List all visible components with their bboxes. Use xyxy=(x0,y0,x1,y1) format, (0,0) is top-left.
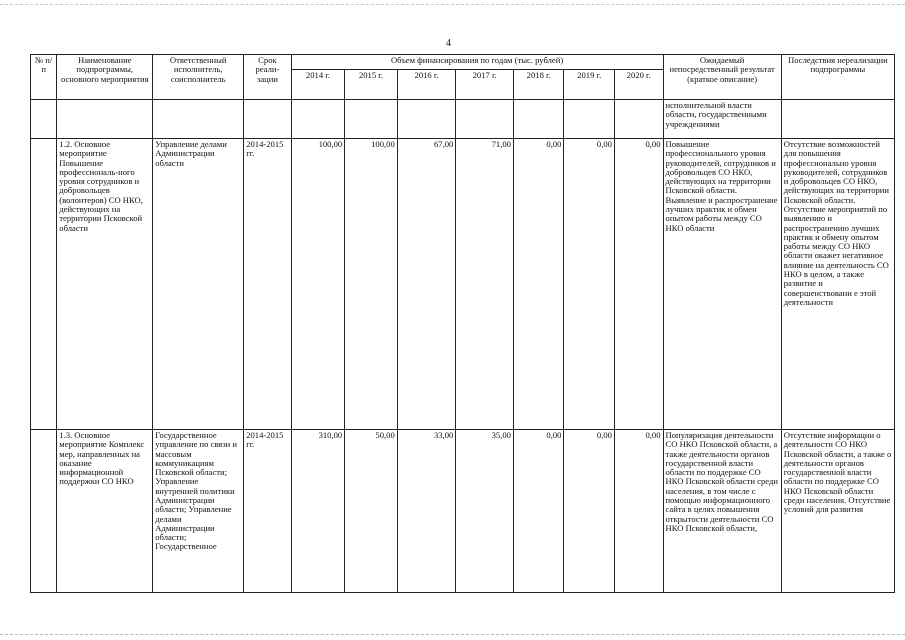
scan-top-edge xyxy=(0,4,905,5)
cell-value: 67,00 xyxy=(397,139,456,430)
table-row xyxy=(31,139,895,430)
col-header-name: Наименование подпрограммы, основного мероприятия xyxy=(57,55,153,100)
year-header: 2016 г. xyxy=(397,70,456,100)
col-header-funding: Объем финансирования по годам (тыс. рублей) xyxy=(291,55,663,70)
col-header-consequences: Последствия нереализации подпрограммы xyxy=(781,55,894,100)
table-row xyxy=(31,100,895,139)
cell-name xyxy=(57,100,153,139)
table-row xyxy=(31,430,895,593)
cell-value: 33,00 xyxy=(397,430,456,593)
cell-consequences: Отсутствие возможностей для повышения профессионально уровня руководителей, сотрудников и добровольцев СО НКО, действующих на территории Псковской области. Отсутствие мероприятий по выявлению и распространению лучших практик и обмену опытом работы между СО НКО области окажет негативное влияние на деятельность СО НКО в целом, а также развитие и совершенствовани е этой деятельности xyxy=(781,139,894,430)
cell-term xyxy=(244,100,291,139)
cell-value xyxy=(564,100,615,139)
funding-table xyxy=(30,54,895,593)
cell-consequences xyxy=(781,100,894,139)
year-header: 2018 г. xyxy=(513,70,564,100)
cell-value xyxy=(456,100,514,139)
cell-executor: Управление делами Администрации области xyxy=(153,139,244,430)
cell-value: 0,00 xyxy=(564,430,615,593)
col-header-term: Срок реали-зации xyxy=(244,55,291,100)
cell-num xyxy=(31,430,57,593)
cell-name: 1.2. Основное мероприятие Повышение профессиональ-ного уровня сотрудников и добровольцев (волонтеров) СО НКО, действующих на территории Псковской области xyxy=(57,139,153,430)
cell-num xyxy=(31,100,57,139)
scan-bottom-edge xyxy=(0,634,905,635)
cell-value: 100,00 xyxy=(291,139,345,430)
cell-term: 2014-2015 гг. xyxy=(244,139,291,430)
cell-value: 35,00 xyxy=(456,430,514,593)
cell-result: Повышение профессионального уровня руководителей, сотрудников и добровольцев СО НКО, действующих на территории Псковской области. Выявление и распространение лучших практик и обмен опытом работы между СО НКО области xyxy=(663,139,781,430)
cell-value: 0,00 xyxy=(614,139,663,430)
cell-value xyxy=(614,100,663,139)
cell-name: 1.3. Основное мероприятие Комплекс мер, направленных на оказание информационной поддержки СО НКО xyxy=(57,430,153,593)
cell-consequences: Отсутствие информации о деятельности СО НКО Псковской области, а также о деятельности органов государственной власти области по поддержке СО НКО Псковской области среди населения. Отсутствие условий для развития xyxy=(781,430,894,593)
cell-value: 100,00 xyxy=(345,139,398,430)
cell-value: 71,00 xyxy=(456,139,514,430)
year-header: 2015 г. xyxy=(345,70,398,100)
cell-value xyxy=(513,100,564,139)
cell-value xyxy=(291,100,345,139)
cell-result: Популяризация деятельности СО НКО Псковской области, а также деятельности органов государственной власти области по поддержке СО НКО Псковской области среди населения, в том числе с помощью информационного сайта в целях повышения открытости деятельности СО НКО Псковской области, xyxy=(663,430,781,593)
cell-value: 0,00 xyxy=(513,430,564,593)
cell-value: 0,00 xyxy=(564,139,615,430)
year-header: 2020 г. xyxy=(614,70,663,100)
year-header: 2019 г. xyxy=(564,70,615,100)
cell-value xyxy=(397,100,456,139)
cell-value: 310,00 xyxy=(291,430,345,593)
cell-term: 2014-2015 гг. xyxy=(244,430,291,593)
col-header-num: № п/п xyxy=(31,55,57,100)
cell-value: 0,00 xyxy=(513,139,564,430)
year-header: 2017 г. xyxy=(456,70,514,100)
page-number: 4 xyxy=(446,38,451,49)
col-header-executor: Ответственный исполнитель, соисполнитель xyxy=(153,55,244,100)
cell-result: исполнительной власти области, государственными учреждениями xyxy=(663,100,781,139)
cell-value xyxy=(345,100,398,139)
col-header-result: Ожидаемый непосредственный результат (краткое описание) xyxy=(663,55,781,100)
cell-value: 50,00 xyxy=(345,430,398,593)
cell-value: 0,00 xyxy=(614,430,663,593)
year-header: 2014 г. xyxy=(291,70,345,100)
cell-executor: Государственное управление по связи и массовым коммуникациям Псковской области; Управление внутренней политики Администрации области; Управление делами Администрации области; Государственное xyxy=(153,430,244,593)
cell-executor xyxy=(153,100,244,139)
cell-num xyxy=(31,139,57,430)
